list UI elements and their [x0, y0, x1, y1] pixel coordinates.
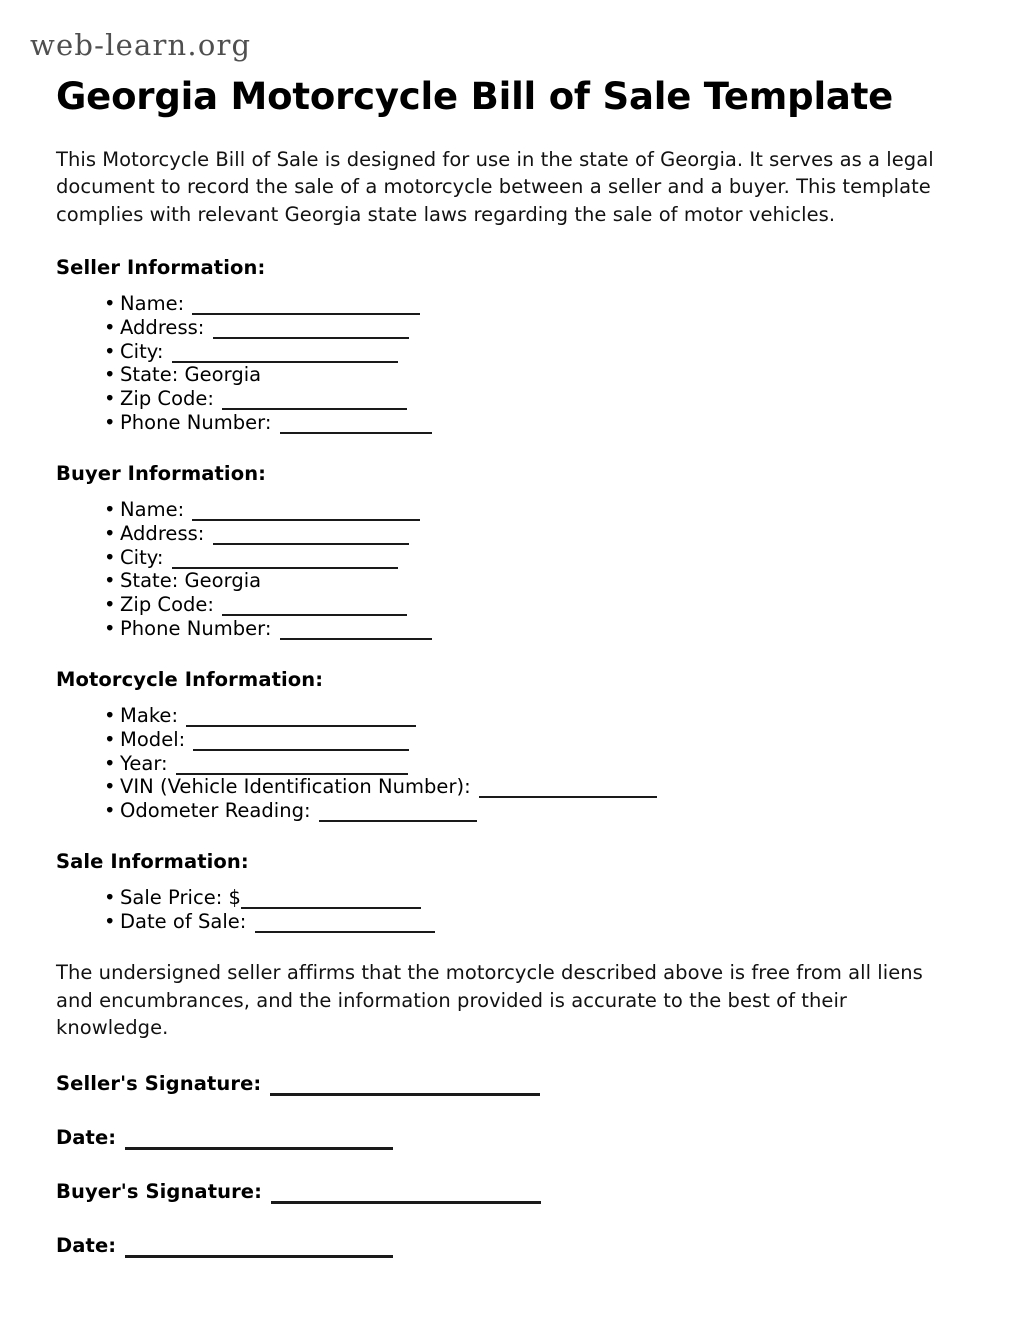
field-row — [104, 799, 958, 823]
fill-in-blank[interactable] — [222, 614, 407, 616]
fill-in-blank[interactable] — [192, 313, 420, 315]
field-value: Georgia — [178, 569, 262, 593]
signature-block — [56, 1072, 958, 1258]
field-row — [104, 340, 958, 364]
field-label: Make: — [120, 704, 179, 728]
fill-in-blank[interactable] — [280, 432, 432, 434]
field-row — [104, 316, 958, 340]
section-heading-sale: Sale Information: — [56, 849, 249, 873]
fill-in-blank[interactable] — [172, 361, 398, 363]
section-heading-seller: Seller Information: — [56, 255, 266, 279]
field-row — [104, 617, 958, 641]
field-label: Phone Number: — [120, 410, 272, 434]
section-heading-motorcycle: Motorcycle Information: — [56, 667, 324, 691]
sale-field-list — [56, 886, 958, 934]
buyer-field-list — [56, 498, 958, 641]
signature-blank[interactable] — [271, 1201, 541, 1204]
field-label: Zip Code: — [120, 593, 215, 617]
field-row — [104, 411, 958, 435]
fill-in-blank[interactable] — [172, 567, 398, 569]
field-row — [104, 775, 958, 799]
signature-label: Buyer's Signature: — [56, 1179, 263, 1203]
signature-label: Seller's Signature: — [56, 1071, 262, 1095]
field-label: City: — [120, 339, 164, 363]
fill-in-blank[interactable] — [255, 931, 435, 933]
fill-in-blank[interactable] — [222, 408, 407, 410]
field-label: State: — [120, 363, 179, 387]
field-row — [104, 498, 958, 522]
field-row — [104, 752, 958, 776]
field-label: Address: — [120, 315, 205, 339]
fill-in-blank[interactable] — [213, 337, 409, 339]
fill-in-blank[interactable] — [193, 749, 409, 751]
signature-label: Date: — [56, 1233, 117, 1257]
document-body — [56, 74, 958, 1258]
signature-row — [56, 1180, 958, 1204]
field-row — [104, 292, 958, 316]
field-label: Model: — [120, 727, 186, 751]
seller-field-list — [56, 292, 958, 435]
field-row — [104, 363, 958, 387]
field-label: Odometer Reading: — [120, 799, 311, 823]
motorcycle-field-list — [56, 704, 958, 823]
intro-paragraph: This Motorcycle Bill of Sale is designed for use in the state of Georgia. It serves as a legal document to record the sale of a motorcycle between a seller and a buyer. This template complies with relevant Georgia state laws regarding the sale of motor vehicles. — [56, 147, 934, 226]
field-label: Date of Sale: — [120, 910, 247, 934]
field-label: VIN (Vehicle Identification Number): — [120, 775, 471, 799]
signature-row — [56, 1072, 958, 1096]
field-label: Phone Number: — [120, 616, 272, 640]
field-label: Name: — [120, 498, 185, 522]
field-row — [104, 387, 958, 411]
field-row — [104, 704, 958, 728]
fill-in-blank[interactable] — [176, 773, 408, 775]
field-row — [104, 728, 958, 752]
fill-in-blank[interactable] — [319, 820, 477, 822]
site-brand-watermark: web-learn.org — [30, 28, 252, 62]
signature-blank[interactable] — [270, 1093, 540, 1096]
section-heading-buyer: Buyer Information: — [56, 461, 267, 485]
fill-in-blank[interactable] — [213, 543, 409, 545]
field-label: Zip Code: — [120, 387, 215, 411]
signature-blank[interactable] — [125, 1147, 393, 1150]
field-row — [104, 522, 958, 546]
signature-blank[interactable] — [125, 1255, 393, 1258]
field-label: Sale Price: $ — [120, 886, 241, 910]
field-row — [104, 886, 958, 910]
signature-label: Date: — [56, 1125, 117, 1149]
fill-in-blank[interactable] — [192, 519, 420, 521]
field-value: Georgia — [178, 363, 262, 387]
field-label: Year: — [120, 751, 168, 775]
affirmation-paragraph: The undersigned seller affirms that the motorcycle described above is free from all liens and encumbrances, and the information provided is accurate to the best of their knowledge. — [56, 960, 923, 1040]
page-title: Georgia Motorcycle Bill of Sale Template — [56, 75, 894, 118]
fill-in-blank[interactable] — [479, 796, 657, 798]
field-row — [104, 593, 958, 617]
field-row — [104, 546, 958, 570]
field-row — [104, 569, 958, 593]
field-label: State: — [120, 569, 179, 593]
signature-row — [56, 1234, 958, 1258]
field-label: Name: — [120, 292, 185, 316]
field-row — [104, 910, 958, 934]
signature-row — [56, 1126, 958, 1150]
fill-in-blank[interactable] — [280, 638, 432, 640]
field-label: City: — [120, 545, 164, 569]
fill-in-blank[interactable] — [186, 725, 416, 727]
field-label: Address: — [120, 521, 205, 545]
fill-in-blank[interactable] — [241, 907, 421, 909]
